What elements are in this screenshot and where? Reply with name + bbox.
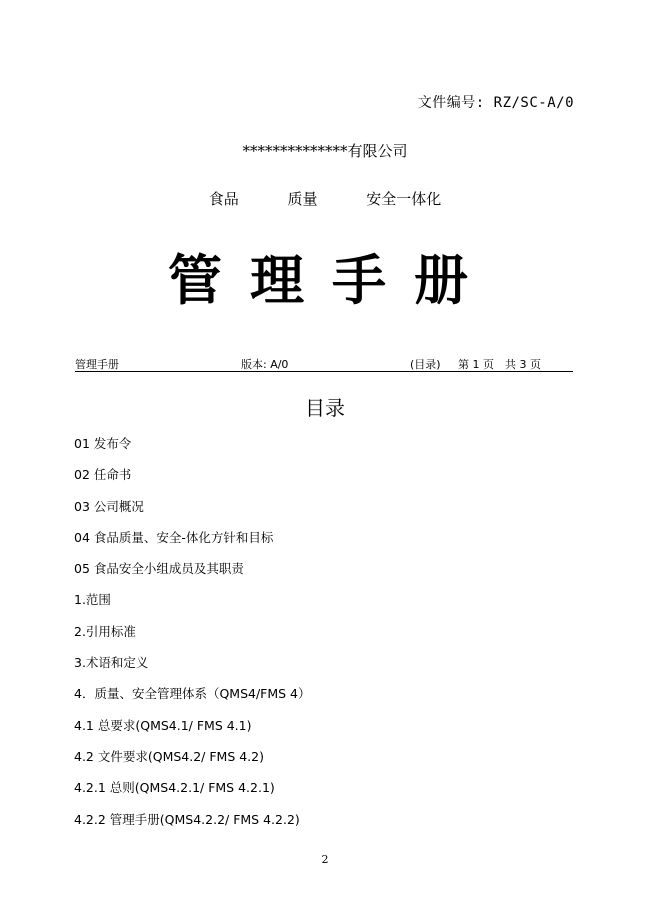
subtitle-food: 食品 xyxy=(208,190,239,208)
toc-item: 2.引用标准 xyxy=(74,623,136,639)
company-name: **************有限公司 xyxy=(242,142,408,160)
toc-title: 目录 xyxy=(305,396,345,420)
toc-item: 3.术语和定义 xyxy=(74,655,149,671)
toc-list xyxy=(74,435,311,842)
subtitle-safety: 安全一体化 xyxy=(366,190,442,208)
subtitle-quality: 质量 xyxy=(287,190,318,208)
document-number: 文件编号: RZ/SC-A/0 xyxy=(417,95,574,111)
toc-item: 4.2 文件要求(QMS4.2/ FMS 4.2) xyxy=(74,748,264,764)
header-page: 第 1 页 xyxy=(458,358,494,371)
toc-item: 05 食品安全小组成员及其职责 xyxy=(74,561,244,577)
toc-item: 1.范围 xyxy=(74,592,111,608)
header-total-pages: 共 3 页 xyxy=(505,358,541,371)
toc-item: 03 公司概况 xyxy=(74,498,144,514)
toc-item: 04 食品质量、安全-体化方针和目标 xyxy=(74,529,274,545)
header-section: (目录) xyxy=(410,358,441,371)
toc-item: 01 发布令 xyxy=(74,436,132,451)
header-version: 版本: A/0 xyxy=(241,358,289,371)
page-number: 2 xyxy=(321,853,329,866)
running-header xyxy=(75,356,573,372)
main-title: 管理手册 xyxy=(168,248,496,312)
subtitle xyxy=(0,188,650,209)
toc-item: 4．质量、安全管理体系（QMS4/FMS 4） xyxy=(74,686,311,702)
header-manual-name: 管理手册 xyxy=(75,358,119,371)
toc-item: 4.2.2 管理手册(QMS4.2.2/ FMS 4.2.2) xyxy=(74,811,300,827)
toc-item: 02 任命书 xyxy=(74,467,132,483)
toc-item: 4.2.1 总则(QMS4.2.1/ FMS 4.2.1) xyxy=(74,780,275,796)
toc-item: 4.1 总要求(QMS4.1/ FMS 4.1) xyxy=(74,717,252,733)
